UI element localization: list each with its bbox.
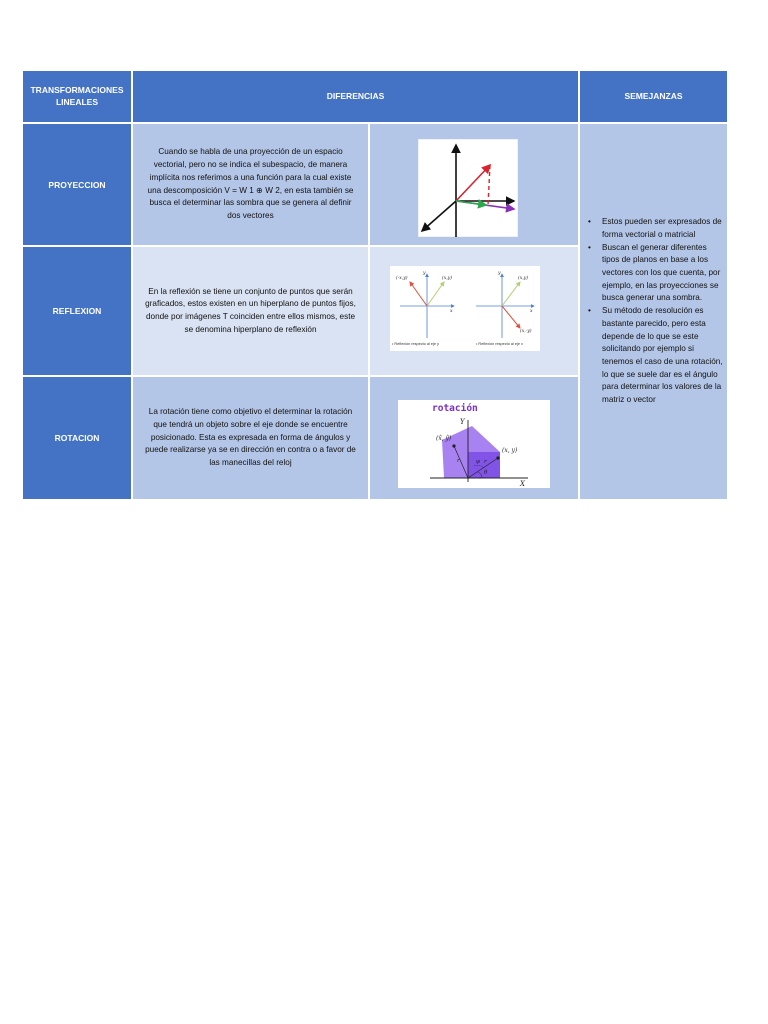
rotation-y-label: Y [460, 418, 465, 426]
refl-left-point-b: (x,y) [442, 276, 453, 281]
rotation-x-label: X [520, 480, 525, 488]
semejanza-item: • Estos pueden ser expresados de forma vectorial o matricial [602, 216, 723, 241]
refl-right-point-a: (x,y) [518, 276, 529, 281]
rotation-phi-label: φ [476, 459, 480, 465]
semejanzas-cell [579, 123, 728, 500]
rotation-point-rotated-label: (x̂, ŷ) [436, 435, 452, 442]
refl-left-x-label: x [450, 309, 453, 314]
rotation-radius-label-original: r [484, 459, 487, 465]
rotation-point-original-dot [496, 456, 499, 459]
rotacion-description: La rotación tiene como objetivo el determinar la rotación que tendrá un objeto sobre el eje donde se encuentre posicionado. Esta es expresada en forma de ángulos y puede realizarse ya se en dirección en contra o a favor de las manecillas del reloj [132, 376, 369, 500]
row-label-proyeccion: PROYECCION [22, 123, 132, 246]
row-label-rotacion: ROTACION [22, 376, 132, 500]
row-label-reflexion: REFLEXION [22, 246, 132, 376]
semejanza-item: • Buscan el generar diferentes tipos de planos en base a los vectores con los que cuenta, por ejemplo, en las proyecciones se busca generar una sombra. [602, 242, 723, 306]
semejanza-item: • Su método de resolución es bastante parecido, pero esta depende de lo que se este solicitando por ejemplo si tenemos el caso de una rotación, lo que se suele dar es el ángulo para determinar los valores de la matriz o vector [602, 305, 723, 407]
transformations-table [22, 70, 728, 500]
header-diferencias: DIFERENCIAS [132, 70, 579, 123]
refl-left-y-label: y [423, 271, 426, 276]
rotation-diagram [398, 400, 550, 488]
projection-diagram [418, 139, 518, 237]
refl-right-point-b: (x,-y) [520, 329, 532, 334]
refl-right-x-label: x [530, 309, 533, 314]
semejanzas-list [586, 216, 723, 407]
reflexion-description: En la reflexión se tiene un conjunto de puntos que serán graficados, estos existen en un hiperplano de puntos fijos, donde por imágenes T coinciden entre ellos mismos, este se denomina hiperplano de reflexión [132, 246, 369, 376]
rotation-point-original-label: (x, y) [502, 447, 518, 454]
refl-right-y-label: y [498, 271, 501, 276]
proyeccion-description: Cuando se habla de una proyección de un espacio vectorial, pero no se indica el subespacio, de manera implícita nos referimos a una función para la cual existe una descomposición V = W 1 ⊕ W 2, en esta también se busca el determinar las sombra que se genera al definir dos vectores [132, 123, 369, 246]
rotation-point-rotated-dot [452, 444, 455, 447]
refl-left-point-a: (-x,y) [396, 276, 408, 281]
header-transformaciones: TRANSFORMACIONES LINEALES [22, 70, 132, 123]
refl-right-caption: • Reflexión respecto al eje x [476, 342, 523, 346]
rotation-radius-label-rotated: r [457, 458, 460, 464]
refl-left-caption: • Reflexión respecto al eje y [392, 342, 439, 346]
rotation-title: rotación [432, 403, 478, 414]
header-semejanzas: SEMEJANZAS [579, 70, 728, 123]
reflection-diagram [390, 266, 540, 351]
rotation-theta-label: θ [484, 470, 488, 476]
